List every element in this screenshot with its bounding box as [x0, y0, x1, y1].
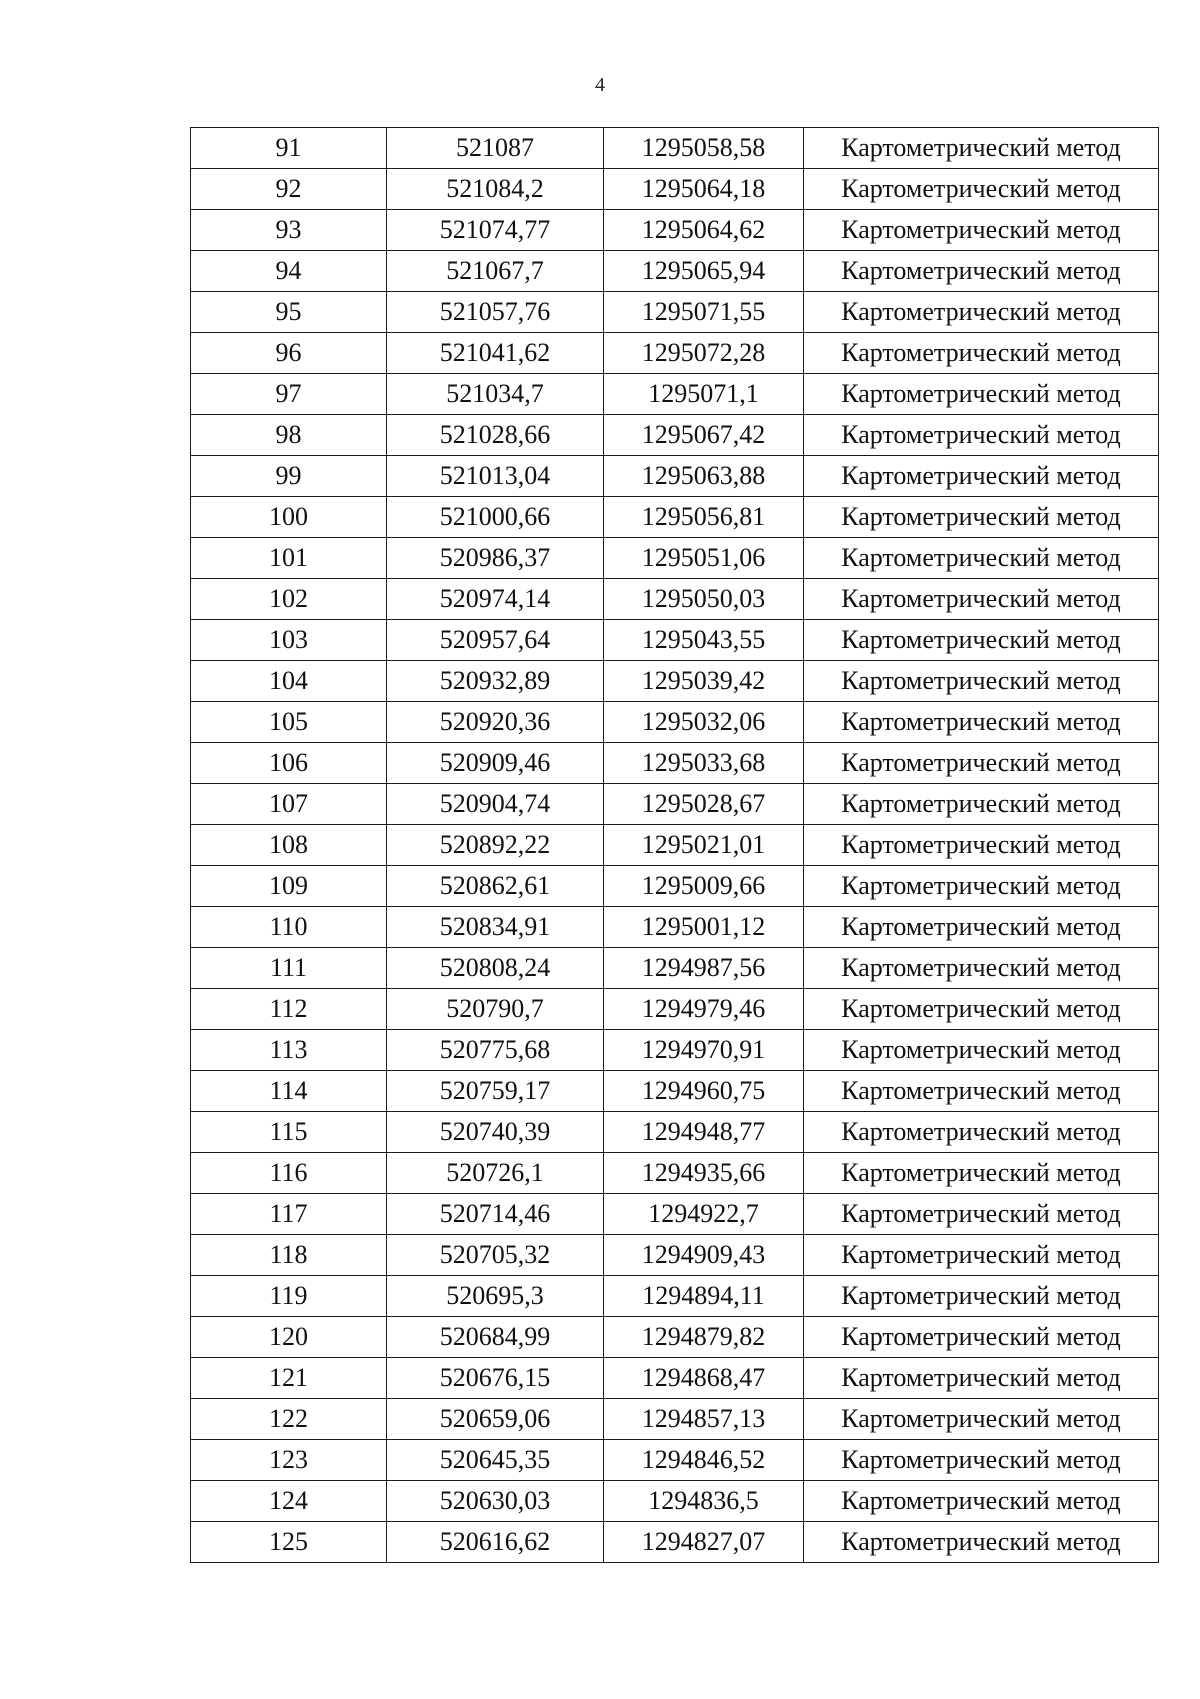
- y-coordinate-cell: 1294948,77: [604, 1112, 804, 1153]
- method-cell: Картометрический метод: [804, 948, 1159, 989]
- table-row: [191, 1399, 1159, 1440]
- method-cell: Картометрический метод: [804, 292, 1159, 333]
- point-number-cell: 123: [191, 1440, 387, 1481]
- table-body: [191, 128, 1159, 1563]
- point-number-cell: 109: [191, 866, 387, 907]
- y-coordinate-cell: 1294894,11: [604, 1276, 804, 1317]
- x-coordinate-cell: 520645,35: [387, 1440, 604, 1481]
- y-coordinate-cell: 1294909,43: [604, 1235, 804, 1276]
- method-cell: Картометрический метод: [804, 1235, 1159, 1276]
- y-coordinate-cell: 1295067,42: [604, 415, 804, 456]
- method-cell: Картометрический метод: [804, 210, 1159, 251]
- point-number-cell: 102: [191, 579, 387, 620]
- x-coordinate-cell: 520630,03: [387, 1481, 604, 1522]
- point-number-cell: 104: [191, 661, 387, 702]
- table-row: [191, 1276, 1159, 1317]
- point-number-cell: 115: [191, 1112, 387, 1153]
- method-cell: Картометрический метод: [804, 128, 1159, 169]
- method-cell: Картометрический метод: [804, 1481, 1159, 1522]
- y-coordinate-cell: 1294879,82: [604, 1317, 804, 1358]
- table-row: [191, 292, 1159, 333]
- point-number-cell: 97: [191, 374, 387, 415]
- table-row: [191, 1481, 1159, 1522]
- y-coordinate-cell: 1294827,07: [604, 1522, 804, 1563]
- x-coordinate-cell: 520904,74: [387, 784, 604, 825]
- table-row: [191, 456, 1159, 497]
- y-coordinate-cell: 1295001,12: [604, 907, 804, 948]
- table-row: [191, 743, 1159, 784]
- point-number-cell: 105: [191, 702, 387, 743]
- point-number-cell: 91: [191, 128, 387, 169]
- table-row: [191, 1030, 1159, 1071]
- point-number-cell: 118: [191, 1235, 387, 1276]
- method-cell: Картометрический метод: [804, 497, 1159, 538]
- y-coordinate-cell: 1295071,1: [604, 374, 804, 415]
- table-row: [191, 128, 1159, 169]
- table-row: [191, 866, 1159, 907]
- x-coordinate-cell: 521013,04: [387, 456, 604, 497]
- point-number-cell: 99: [191, 456, 387, 497]
- point-number-cell: 95: [191, 292, 387, 333]
- point-number-cell: 110: [191, 907, 387, 948]
- x-coordinate-cell: 520714,46: [387, 1194, 604, 1235]
- table-row: [191, 1358, 1159, 1399]
- table-row: [191, 1317, 1159, 1358]
- table-row: [191, 907, 1159, 948]
- x-coordinate-cell: 521084,2: [387, 169, 604, 210]
- y-coordinate-cell: 1295043,55: [604, 620, 804, 661]
- point-number-cell: 98: [191, 415, 387, 456]
- point-number-cell: 108: [191, 825, 387, 866]
- point-number-cell: 122: [191, 1399, 387, 1440]
- point-number-cell: 92: [191, 169, 387, 210]
- method-cell: Картометрический метод: [804, 251, 1159, 292]
- y-coordinate-cell: 1295065,94: [604, 251, 804, 292]
- x-coordinate-cell: 520759,17: [387, 1071, 604, 1112]
- y-coordinate-cell: 1295058,58: [604, 128, 804, 169]
- y-coordinate-cell: 1295056,81: [604, 497, 804, 538]
- y-coordinate-cell: 1295028,67: [604, 784, 804, 825]
- point-number-cell: 112: [191, 989, 387, 1030]
- x-coordinate-cell: 520920,36: [387, 702, 604, 743]
- table-row: [191, 948, 1159, 989]
- page-number: 4: [595, 74, 605, 96]
- x-coordinate-cell: 520986,37: [387, 538, 604, 579]
- x-coordinate-cell: 521028,66: [387, 415, 604, 456]
- method-cell: Картометрический метод: [804, 1358, 1159, 1399]
- y-coordinate-cell: 1295063,88: [604, 456, 804, 497]
- method-cell: Картометрический метод: [804, 169, 1159, 210]
- y-coordinate-cell: 1294979,46: [604, 989, 804, 1030]
- table-row: [191, 989, 1159, 1030]
- x-coordinate-cell: 520705,32: [387, 1235, 604, 1276]
- point-number-cell: 125: [191, 1522, 387, 1563]
- table-row: [191, 702, 1159, 743]
- method-cell: Картометрический метод: [804, 579, 1159, 620]
- method-cell: Картометрический метод: [804, 1399, 1159, 1440]
- point-number-cell: 114: [191, 1071, 387, 1112]
- point-number-cell: 113: [191, 1030, 387, 1071]
- y-coordinate-cell: 1294987,56: [604, 948, 804, 989]
- table-row: [191, 1112, 1159, 1153]
- y-coordinate-cell: 1295051,06: [604, 538, 804, 579]
- method-cell: Картометрический метод: [804, 1522, 1159, 1563]
- y-coordinate-cell: 1295071,55: [604, 292, 804, 333]
- point-number-cell: 121: [191, 1358, 387, 1399]
- point-number-cell: 96: [191, 333, 387, 374]
- table-row: [191, 497, 1159, 538]
- point-number-cell: 103: [191, 620, 387, 661]
- method-cell: Картометрический метод: [804, 374, 1159, 415]
- x-coordinate-cell: 521041,62: [387, 333, 604, 374]
- x-coordinate-cell: 521087: [387, 128, 604, 169]
- method-cell: Картометрический метод: [804, 456, 1159, 497]
- method-cell: Картометрический метод: [804, 333, 1159, 374]
- method-cell: Картометрический метод: [804, 866, 1159, 907]
- table-row: [191, 784, 1159, 825]
- x-coordinate-cell: 520932,89: [387, 661, 604, 702]
- x-coordinate-cell: 520676,15: [387, 1358, 604, 1399]
- table-row: [191, 661, 1159, 702]
- y-coordinate-cell: 1295033,68: [604, 743, 804, 784]
- y-coordinate-cell: 1294960,75: [604, 1071, 804, 1112]
- method-cell: Картометрический метод: [804, 989, 1159, 1030]
- method-cell: Картометрический метод: [804, 620, 1159, 661]
- table-row: [191, 538, 1159, 579]
- point-number-cell: 124: [191, 1481, 387, 1522]
- method-cell: Картометрический метод: [804, 1153, 1159, 1194]
- point-number-cell: 107: [191, 784, 387, 825]
- x-coordinate-cell: 520726,1: [387, 1153, 604, 1194]
- x-coordinate-cell: 520775,68: [387, 1030, 604, 1071]
- method-cell: Картометрический метод: [804, 415, 1159, 456]
- y-coordinate-cell: 1294935,66: [604, 1153, 804, 1194]
- method-cell: Картометрический метод: [804, 1071, 1159, 1112]
- y-coordinate-cell: 1294970,91: [604, 1030, 804, 1071]
- point-number-cell: 120: [191, 1317, 387, 1358]
- x-coordinate-cell: 520974,14: [387, 579, 604, 620]
- x-coordinate-cell: 521000,66: [387, 497, 604, 538]
- x-coordinate-cell: 520957,64: [387, 620, 604, 661]
- table-row: [191, 1071, 1159, 1112]
- method-cell: Картометрический метод: [804, 1030, 1159, 1071]
- x-coordinate-cell: 520808,24: [387, 948, 604, 989]
- method-cell: Картометрический метод: [804, 907, 1159, 948]
- y-coordinate-cell: 1295064,18: [604, 169, 804, 210]
- y-coordinate-cell: 1294868,47: [604, 1358, 804, 1399]
- point-number-cell: 119: [191, 1276, 387, 1317]
- x-coordinate-cell: 521074,77: [387, 210, 604, 251]
- table-row: [191, 620, 1159, 661]
- method-cell: Картометрический метод: [804, 1276, 1159, 1317]
- point-number-cell: 116: [191, 1153, 387, 1194]
- method-cell: Картометрический метод: [804, 1194, 1159, 1235]
- method-cell: Картометрический метод: [804, 784, 1159, 825]
- x-coordinate-cell: 521034,7: [387, 374, 604, 415]
- table-row: [191, 579, 1159, 620]
- x-coordinate-cell: 521057,76: [387, 292, 604, 333]
- y-coordinate-cell: 1295064,62: [604, 210, 804, 251]
- y-coordinate-cell: 1294846,52: [604, 1440, 804, 1481]
- method-cell: Картометрический метод: [804, 661, 1159, 702]
- x-coordinate-cell: 520684,99: [387, 1317, 604, 1358]
- table-row: [191, 415, 1159, 456]
- x-coordinate-cell: 520695,3: [387, 1276, 604, 1317]
- y-coordinate-cell: 1294922,7: [604, 1194, 804, 1235]
- table-row: [191, 825, 1159, 866]
- y-coordinate-cell: 1295032,06: [604, 702, 804, 743]
- y-coordinate-cell: 1295021,01: [604, 825, 804, 866]
- x-coordinate-cell: 520616,62: [387, 1522, 604, 1563]
- table-row: [191, 1153, 1159, 1194]
- x-coordinate-cell: 520862,61: [387, 866, 604, 907]
- table-row: [191, 251, 1159, 292]
- point-number-cell: 101: [191, 538, 387, 579]
- point-number-cell: 94: [191, 251, 387, 292]
- y-coordinate-cell: 1295050,03: [604, 579, 804, 620]
- point-number-cell: 100: [191, 497, 387, 538]
- table-row: [191, 1194, 1159, 1235]
- point-number-cell: 117: [191, 1194, 387, 1235]
- table-row: [191, 1440, 1159, 1481]
- table-row: [191, 1522, 1159, 1563]
- y-coordinate-cell: 1294836,5: [604, 1481, 804, 1522]
- table-row: [191, 169, 1159, 210]
- method-cell: Картометрический метод: [804, 1112, 1159, 1153]
- method-cell: Картометрический метод: [804, 825, 1159, 866]
- coordinates-table: [190, 127, 1159, 1563]
- table-row: [191, 210, 1159, 251]
- x-coordinate-cell: 520909,46: [387, 743, 604, 784]
- x-coordinate-cell: 521067,7: [387, 251, 604, 292]
- y-coordinate-cell: 1295009,66: [604, 866, 804, 907]
- method-cell: Картометрический метод: [804, 743, 1159, 784]
- x-coordinate-cell: 520834,91: [387, 907, 604, 948]
- point-number-cell: 111: [191, 948, 387, 989]
- table-row: [191, 1235, 1159, 1276]
- y-coordinate-cell: 1295039,42: [604, 661, 804, 702]
- method-cell: Картометрический метод: [804, 1440, 1159, 1481]
- point-number-cell: 106: [191, 743, 387, 784]
- x-coordinate-cell: 520790,7: [387, 989, 604, 1030]
- method-cell: Картометрический метод: [804, 1317, 1159, 1358]
- table-row: [191, 374, 1159, 415]
- method-cell: Картометрический метод: [804, 538, 1159, 579]
- x-coordinate-cell: 520740,39: [387, 1112, 604, 1153]
- x-coordinate-cell: 520659,06: [387, 1399, 604, 1440]
- y-coordinate-cell: 1295072,28: [604, 333, 804, 374]
- y-coordinate-cell: 1294857,13: [604, 1399, 804, 1440]
- point-number-cell: 93: [191, 210, 387, 251]
- table-row: [191, 333, 1159, 374]
- x-coordinate-cell: 520892,22: [387, 825, 604, 866]
- method-cell: Картометрический метод: [804, 702, 1159, 743]
